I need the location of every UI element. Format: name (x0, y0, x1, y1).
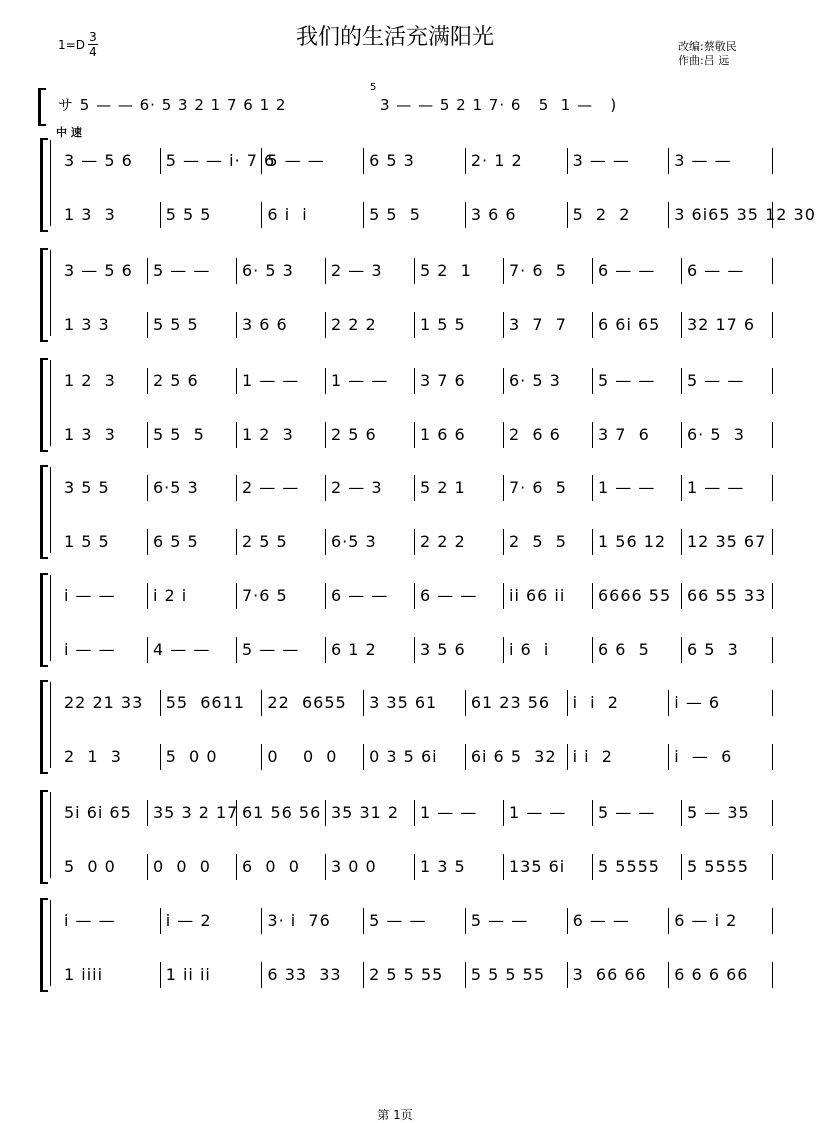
bar-line (772, 637, 773, 663)
bar-line (668, 148, 669, 174)
bar-line (567, 148, 568, 174)
lower-part (60, 529, 772, 555)
measure: 135 6i (509, 857, 566, 876)
measure: 3 5 6 (420, 640, 466, 659)
system-brace (40, 358, 48, 452)
bar-line (592, 422, 593, 448)
bar-line (147, 258, 148, 284)
measure: 2 — — (242, 478, 300, 497)
upper-part (60, 800, 772, 826)
measure: 5 2 2 (572, 205, 631, 224)
measure: i — — (64, 640, 116, 659)
intro-system (0, 88, 790, 124)
bar-line (414, 854, 415, 880)
intro-measure-1: サ 5 — — 6· 5 3 2 1 7 6 1 2 (58, 96, 287, 114)
measure: 6 6 6 66 (674, 965, 749, 984)
upper-part (60, 583, 772, 609)
measure: i — 2 (165, 911, 212, 930)
bar-line (236, 854, 237, 880)
intro-measure-2: 3 — — 5 2 1 7· 6 5 1 — ) (380, 96, 618, 114)
bar-line (325, 258, 326, 284)
measure: 2 5 5 55 (369, 965, 444, 984)
measure: 6 33 33 (267, 965, 342, 984)
measure: 1 2 3 (242, 425, 294, 444)
system-line (50, 575, 51, 661)
measure: 5 — — (687, 371, 745, 390)
bar-line (503, 258, 504, 284)
bar-line (465, 908, 466, 934)
bar-line (503, 854, 504, 880)
measure: 6666 55 (598, 586, 672, 605)
bar-line (147, 583, 148, 609)
score-system (0, 465, 790, 555)
measure: 3 — — (572, 151, 630, 170)
system-brace (40, 573, 48, 667)
bar-line (681, 583, 682, 609)
bar-line (236, 312, 237, 338)
measure: 2 5 6 (153, 371, 199, 390)
measure: 5 5 5 (153, 315, 199, 334)
measure: i 2 i (153, 586, 188, 605)
measure: 2 2 2 (420, 532, 466, 551)
bar-line (363, 744, 364, 770)
measure: 1 — — (687, 478, 745, 497)
bar-line (147, 529, 148, 555)
bar-line (772, 529, 773, 555)
measure: 5 5555 (598, 857, 660, 876)
measure: 0 0 0 (153, 857, 211, 876)
bar-line (325, 422, 326, 448)
score-system (0, 248, 790, 338)
page-title: 我们的生活充满阳光 (295, 25, 494, 50)
upper-part (60, 475, 772, 501)
measure: i i 2 (572, 693, 619, 712)
bar-line (414, 583, 415, 609)
bar-line (325, 529, 326, 555)
bar-line (236, 583, 237, 609)
measure: 5 — — (267, 151, 325, 170)
measure: 6 — — (331, 586, 389, 605)
measure: 1 6 6 (420, 425, 466, 444)
measure: 2 5 5 (509, 532, 567, 551)
bar-line (325, 854, 326, 880)
measure: 5 2 1 (420, 261, 472, 280)
measure: 1 3 3 (64, 315, 110, 334)
bar-line (414, 422, 415, 448)
bar-line (567, 690, 568, 716)
score-system (0, 138, 816, 228)
bar-line (160, 908, 161, 934)
bar-line (261, 908, 262, 934)
measure: 7· 6 5 (509, 478, 567, 497)
bar-line (325, 368, 326, 394)
measure: 3· i 76 (267, 911, 331, 930)
upper-part (60, 148, 772, 174)
bar-line (503, 368, 504, 394)
bar-line (261, 690, 262, 716)
measure: 5 — — i· 7 6 (165, 151, 276, 170)
measure: 5 — — (470, 911, 529, 930)
measure: 2 — 3 (331, 261, 383, 280)
bar-line (147, 854, 148, 880)
measure: i — — (64, 586, 116, 605)
lower-part (60, 422, 772, 448)
measure: 5 0 0 (64, 857, 116, 876)
bar-line (261, 148, 262, 174)
measure: 0 3 5 6i (369, 747, 438, 766)
measure: 3 5 5 (64, 478, 110, 497)
bar-line (592, 475, 593, 501)
bar-line (668, 962, 669, 988)
measure: 6 5 3 (687, 640, 739, 659)
time-signature-top: 3 (89, 30, 97, 44)
measure: 5 — — (242, 640, 300, 659)
bar-line (592, 637, 593, 663)
measure: 2 6 6 (509, 425, 561, 444)
measure: 6 — — (420, 586, 478, 605)
lower-part (60, 202, 816, 228)
measure: 3 6 6 (470, 205, 517, 224)
bar-line (465, 962, 466, 988)
bar-line (592, 583, 593, 609)
measure: 2 5 6 (331, 425, 377, 444)
system-line (50, 792, 51, 878)
measure: ii 66 ii (509, 586, 566, 605)
measure: 5 — — (153, 261, 211, 280)
measure: 1 5 5 (64, 532, 110, 551)
credits (678, 40, 737, 68)
measure: 3 6i65 35 12 30 (674, 205, 816, 224)
bar-line (503, 637, 504, 663)
system-brace (40, 248, 48, 342)
bar-line (681, 475, 682, 501)
system-brace (40, 790, 48, 884)
measure: 2 2 2 (331, 315, 377, 334)
bar-line (465, 202, 466, 228)
measure: 3 7 6 (598, 425, 650, 444)
measure: 6 i i (267, 205, 308, 224)
arranger-credit: 改编:蔡敬民 (678, 40, 737, 53)
bar-line (363, 148, 364, 174)
measure: 5 0 0 (165, 747, 218, 766)
bar-line (772, 475, 773, 501)
bar-line (465, 744, 466, 770)
measure: 3 — 5 6 (64, 151, 133, 170)
grace-note: 5 (370, 82, 377, 93)
measure: 1 — — (420, 803, 478, 822)
bar-line (147, 637, 148, 663)
measure: 3 0 0 (331, 857, 377, 876)
measure: 61 23 56 (470, 693, 551, 712)
bar-line (236, 258, 237, 284)
measure: 1 5 5 (420, 315, 466, 334)
lower-part (60, 744, 772, 770)
score-system (0, 790, 790, 880)
measure: 1 — — (509, 803, 567, 822)
upper-part (60, 258, 772, 284)
measure: 2 — 3 (331, 478, 383, 497)
tempo-marking: 中 速 (56, 126, 82, 139)
measure: 1 — — (242, 371, 300, 390)
time-signature-bottom: 4 (89, 45, 97, 59)
measure: 6 — i 2 (674, 911, 738, 930)
bar-line (503, 475, 504, 501)
measure: 6·5 3 (153, 478, 199, 497)
bar-line (363, 202, 364, 228)
measure: 22 6655 (267, 693, 347, 712)
bar-line (772, 368, 773, 394)
bar-line (592, 854, 593, 880)
bar-line (160, 744, 161, 770)
measure: 2 5 5 (242, 532, 288, 551)
measure: 1 — — (598, 478, 656, 497)
measure: 3 — 5 6 (64, 261, 133, 280)
measure: i — 6 (674, 693, 721, 712)
measure: 12 35 67 (687, 532, 767, 551)
measure: 3 — — (674, 151, 732, 170)
system-line (50, 467, 51, 553)
measure: 2 1 3 (64, 747, 122, 766)
bar-line (160, 962, 161, 988)
intro-brace (38, 88, 46, 126)
measure: 5 — 35 (687, 803, 750, 822)
bar-line (325, 637, 326, 663)
bar-line (414, 800, 415, 826)
bar-line (147, 368, 148, 394)
composer-credit: 作曲:吕 远 (678, 54, 730, 67)
measure: 6· 5 3 (509, 371, 561, 390)
bar-line (363, 962, 364, 988)
bar-line (681, 312, 682, 338)
upper-part (60, 368, 772, 394)
lower-part (60, 962, 772, 988)
bar-line (681, 529, 682, 555)
bar-line (236, 475, 237, 501)
bar-line (465, 690, 466, 716)
measure: 55 6611 (165, 693, 245, 712)
bar-line (147, 475, 148, 501)
measure: 5i 6i 65 (64, 803, 132, 822)
system-line (50, 900, 51, 986)
bar-line (567, 744, 568, 770)
bar-line (772, 583, 773, 609)
measure: 3 66 66 (572, 965, 647, 984)
system-brace (40, 138, 48, 232)
bar-line (236, 800, 237, 826)
measure: 5 5 5 (165, 205, 212, 224)
measure: 3 35 61 (369, 693, 438, 712)
measure: 6 — — (572, 911, 630, 930)
score-system (0, 680, 790, 770)
measure: i — — (64, 911, 116, 930)
measure: 6· 5 3 (687, 425, 745, 444)
bar-line (414, 312, 415, 338)
bar-line (503, 312, 504, 338)
bar-line (681, 800, 682, 826)
measure: 2· 1 2 (470, 151, 523, 170)
measure: 66 55 33 (687, 586, 767, 605)
bar-line (147, 422, 148, 448)
measure: 5 5 5 55 (470, 965, 545, 984)
measure: 7· 6 5 (509, 261, 567, 280)
measure: 7·6 5 (242, 586, 288, 605)
bar-line (414, 637, 415, 663)
measure: 1 iiii (64, 965, 104, 984)
bar-line (592, 368, 593, 394)
measure: 1 — — (331, 371, 389, 390)
measure: 0 0 0 (267, 747, 338, 766)
bar-line (414, 529, 415, 555)
measure: 3 7 6 (420, 371, 466, 390)
upper-part (60, 690, 772, 716)
measure: 32 17 6 (687, 315, 756, 334)
bar-line (592, 312, 593, 338)
measure: 5 5 5 (153, 425, 205, 444)
measure: 6 6 5 (598, 640, 650, 659)
bar-line (668, 202, 669, 228)
measure: 6 1 2 (331, 640, 377, 659)
bar-line (414, 475, 415, 501)
measure: 3 6 6 (242, 315, 288, 334)
bar-line (325, 312, 326, 338)
bar-line (567, 962, 568, 988)
bar-line (772, 854, 773, 880)
measure: 4 — — (153, 640, 211, 659)
measure: 6 — — (598, 261, 656, 280)
bar-line (772, 962, 773, 988)
bar-line (772, 690, 773, 716)
measure: 35 3 2 17 (153, 803, 239, 822)
bar-line (236, 368, 237, 394)
system-brace (40, 465, 48, 559)
bar-line (236, 422, 237, 448)
lower-part (60, 312, 772, 338)
measure: 5 5555 (687, 857, 749, 876)
bar-line (236, 637, 237, 663)
measure: 1 3 3 (64, 205, 116, 224)
bar-line (668, 908, 669, 934)
measure: 61 56 56 (242, 803, 322, 822)
measure: 3 7 7 (509, 315, 567, 334)
score-system (0, 573, 790, 663)
bar-line (772, 800, 773, 826)
bar-line (681, 637, 682, 663)
measure: 6 5 5 (153, 532, 199, 551)
bar-line (503, 422, 504, 448)
bar-line (261, 962, 262, 988)
bar-line (414, 258, 415, 284)
upper-part (60, 908, 772, 934)
bar-line (592, 800, 593, 826)
bar-line (160, 148, 161, 174)
page-number: 第 1页 (377, 1108, 413, 1122)
measure: i 6 i (509, 640, 550, 659)
bar-line (592, 529, 593, 555)
bar-line (414, 368, 415, 394)
measure: i — 6 (674, 747, 733, 766)
bar-line (592, 258, 593, 284)
bar-line (363, 690, 364, 716)
measure: 5 — — (369, 911, 427, 930)
measure: 6 5 3 (369, 151, 415, 170)
time-signature (88, 30, 98, 59)
measure: 5 — — (598, 371, 656, 390)
bar-line (160, 690, 161, 716)
system-brace (40, 680, 48, 774)
bar-line (681, 854, 682, 880)
bar-line (668, 690, 669, 716)
bar-line (772, 422, 773, 448)
measure: 5 5 5 (369, 205, 421, 224)
lower-part (60, 854, 772, 880)
bar-line (261, 202, 262, 228)
measure: 6i 6 5 32 (470, 747, 557, 766)
measure: 6 6i 65 (598, 315, 661, 334)
system-brace (40, 898, 48, 992)
bar-line (325, 475, 326, 501)
measure: 22 21 33 (64, 693, 144, 712)
system-line (50, 250, 51, 336)
measure: 6 — — (687, 261, 745, 280)
bar-line (503, 800, 504, 826)
system-line (50, 140, 51, 226)
bar-line (772, 744, 773, 770)
measure: 5 2 1 (420, 478, 466, 497)
bar-line (160, 202, 161, 228)
bar-line (772, 202, 773, 228)
bar-line (147, 800, 148, 826)
bar-line (503, 529, 504, 555)
measure: 6·5 3 (331, 532, 377, 551)
bar-line (567, 202, 568, 228)
system-line (50, 682, 51, 768)
measure: 1 ii ii (165, 965, 211, 984)
measure: 1 3 5 (420, 857, 466, 876)
bar-line (325, 800, 326, 826)
bar-line (681, 258, 682, 284)
bar-line (681, 368, 682, 394)
measure: i i 2 (572, 747, 613, 766)
bar-line (261, 744, 262, 770)
bar-line (465, 148, 466, 174)
bar-line (325, 583, 326, 609)
score-system (0, 358, 790, 448)
measure: 6· 5 3 (242, 261, 294, 280)
measure: 1 56 12 (598, 532, 667, 551)
bar-line (772, 258, 773, 284)
measure: 5 — — (598, 803, 656, 822)
bar-line (681, 422, 682, 448)
bar-line (772, 148, 773, 174)
key-signature: 1=D (58, 38, 85, 52)
measure: 6 0 0 (242, 857, 300, 876)
measure: 1 3 3 (64, 425, 116, 444)
bar-line (567, 908, 568, 934)
bar-line (772, 908, 773, 934)
bar-line (772, 312, 773, 338)
measure: 35 31 2 (331, 803, 400, 822)
bar-line (147, 312, 148, 338)
measure: 1 2 3 (64, 371, 116, 390)
bar-line (503, 583, 504, 609)
lower-part (60, 637, 772, 663)
score-system (0, 898, 790, 988)
bar-line (668, 744, 669, 770)
bar-line (363, 908, 364, 934)
bar-line (236, 529, 237, 555)
system-line (50, 360, 51, 446)
